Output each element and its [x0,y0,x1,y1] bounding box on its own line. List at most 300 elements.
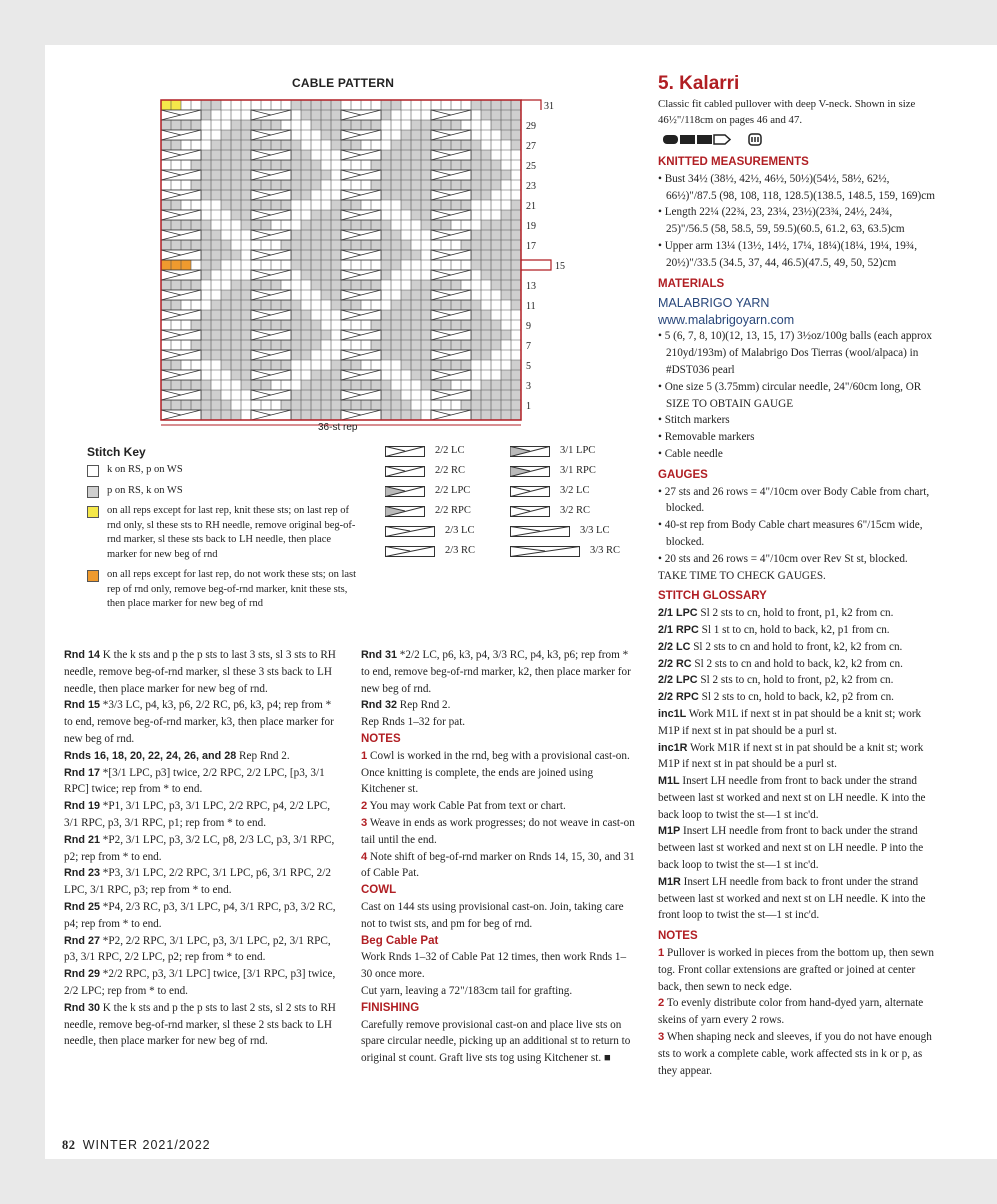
knit-cell [451,240,461,250]
knit-cell [391,220,401,230]
knit-cell [421,260,431,270]
finishing-heading: FINISHING [361,1001,420,1014]
row-number: 17 [526,241,536,252]
knit-cell [161,320,171,330]
knit-cell [461,260,471,270]
knit-cell [371,300,381,310]
knit-cell [491,290,501,300]
knit-cell [481,290,491,300]
knit-cell [221,210,231,220]
pattern-title: 5. Kalarri [658,73,740,94]
knit-cell [251,100,261,110]
cable-symbol-icon [510,526,570,537]
knit-cell [471,270,481,280]
knit-cell [291,110,301,120]
knit-cell [321,320,331,330]
knit-cell [331,190,341,200]
cable-symbol-icon [510,506,550,517]
glossary-entry: M1L Insert LH needle from front to back under the strand between last st worked and next st on LH needle. K into the back loop to twist the st—1 st inc'd. [658,775,926,821]
knit-cell [211,210,221,220]
round-instruction: Rnd 23 *P3, 3/1 LPC, 2/2 RPC, 3/1 LPC, p6, 3/1 RPC, 2/2 LPC, 3/1 RPC, p3; rep from * to end. [64,867,331,897]
knit-cell [461,100,471,110]
knit-cell [511,350,521,360]
bullet-item: • 40-st rep from Body Cable chart measures 6"/15cm wide, blocked. [658,517,936,551]
knit-cell [231,240,241,250]
knit-cell [511,180,521,190]
knit-cell [491,140,501,150]
knit-cell [301,290,311,300]
knit-cell [261,240,271,250]
knit-cell [481,300,491,310]
knit-cell [321,310,331,320]
measurements-heading: KNITTED MEASUREMENTS [658,156,809,168]
knit-cell [291,380,301,390]
knit-cell [501,350,511,360]
knit-cell [501,310,511,320]
cable-symbol-icon [510,546,580,557]
swatch-white [87,465,99,477]
glossary-entry: 2/1 LPC Sl 2 sts to cn, hold to front, p1, k2 from cn. [658,607,894,620]
knit-cell [461,220,471,230]
knit-cell [451,400,461,410]
knit-cell [371,260,381,270]
knit-cell [381,210,391,220]
glossary-entry: 2/2 LC Sl 2 sts to cn and hold to front, k2, k2 from cn. [658,640,903,653]
knit-cell [381,130,391,140]
knit-cell [221,100,231,110]
knit-cell [341,180,351,190]
knit-cell [361,340,371,350]
knit-cell [441,240,451,250]
knit-cell [201,370,211,380]
knit-cell [311,150,321,160]
right-notes-list [658,945,936,1079]
knit-cell [401,380,411,390]
knit-cell [191,300,201,310]
knit-cell [391,200,401,210]
knit-cell [291,270,301,280]
knit-cell [221,260,231,270]
note-item: 2 To evenly distribute color from hand-dyed yarn, alternate skeins of yarn every 2 rows. [658,997,924,1027]
cable-symbol-icon [385,546,435,557]
knit-cell [291,130,301,140]
knit-cell [231,390,241,400]
row-number: 27 [526,141,536,152]
knit-cell [241,250,251,260]
knit-cell [201,280,211,290]
knit-cell [191,260,201,270]
knit-cell [411,400,421,410]
right-notes-heading: NOTES [658,930,698,943]
knit-cell [401,390,411,400]
knit-cell [321,360,331,370]
knit-cell [401,220,411,230]
right-column [658,154,936,1079]
knit-cell [491,310,501,320]
beg-cable-text-2: Cut yarn, leaving a 72"/183cm tail for grafting. [361,984,573,997]
knit-cell [221,110,231,120]
knit-cell [341,160,351,170]
knit-cell [311,350,321,360]
knit-cell [281,220,291,230]
knit-cell [421,110,431,120]
knit-cell [271,220,281,230]
knit-cell [391,360,401,370]
knit-cell [351,160,361,170]
knit-cell [431,240,441,250]
row-number: 21 [526,201,536,212]
knit-cell [181,320,191,330]
knit-cell [501,180,511,190]
knit-cell [361,140,371,150]
knit-cell [181,140,191,150]
bullet-item: • Upper arm 13¼ (13½, 14½, 17¼, 18¼)(18¼, 19¼, 19¾, 20½)"/33.5 (34.5, 37, 44, 46.5)(47.5, 49, 50, 52)cm [658,238,936,272]
rnd-32: Rnd 32 Rep Rnd 2. [361,699,451,712]
round-instruction: Rnd 17 *[3/1 LPC, p3] twice, 2/2 RPC, 2/2 LPC, [p3, 3/1 RPC] twice; rep from * to end. [64,766,325,796]
knit-cell [201,140,211,150]
knit-cell [381,200,391,210]
knit-cell [471,380,481,390]
knit-cell [361,260,371,270]
knit-cell [441,400,451,410]
knit-cell [301,300,311,310]
knit-cell [201,200,211,210]
knit-cell [271,100,281,110]
round-instruction: Rnds 16, 18, 20, 22, 24, 26, and 28 Rep Rnd 2. [64,749,290,762]
knit-cell [201,210,211,220]
rnd-31: Rnd 31 *2/2 LC, p6, k3, p4, 3/3 RC, p4, k3, p6; rep from * to end, remove beg-of-rnd marker, k2, then place marker for new beg of rnd. [361,649,631,695]
knit-cell [291,290,301,300]
note-item: 2 You may work Cable Pat from text or chart. [361,800,566,813]
column-rounds-14-30 [64,647,340,1050]
knit-cell [241,240,251,250]
cable-symbol-icon [510,466,550,477]
knit-cell [281,380,291,390]
bullet-item: • Length 22¼ (22¾, 23, 23¼, 23½)(23¾, 24½, 24¾, 25)"/56.5 (58, 58.5, 59, 59.5)(60.5, 61.2, 63, 63.5)cm [658,204,936,238]
knit-cell [391,110,401,120]
glossary-entry: 2/2 RC Sl 2 sts to cn and hold to back, k2, k2 from cn. [658,657,903,670]
knit-cell [241,230,251,240]
knit-cell [461,280,471,290]
knit-cell [411,100,421,110]
glossary-entry: M1R Insert LH needle from back to front under the strand between last st worked and next st on LH needle. K into the front loop to twist the st—1 st inc'd. [658,875,926,922]
glossary-entry: inc1L Work M1L if next st in pat should be a knit st; work M1P if next st in pat should be a purl st. [658,707,922,737]
materials-heading: MATERIALS [658,277,725,290]
knit-cell [481,280,491,290]
knit-cell [431,400,441,410]
knit-cell [401,100,411,110]
knit-cell [321,160,331,170]
rep-rounds: Rep Rnds 1–32 for pat. [361,716,466,729]
knit-cell [421,100,431,110]
knit-cell [401,270,411,280]
knit-cell [411,220,421,230]
knit-cell [481,360,491,370]
knit-cell [501,200,511,210]
knit-cell [301,280,311,290]
knit-cell [431,100,441,110]
knit-cell [411,230,421,240]
knit-cell [301,140,311,150]
knit-cell [451,220,461,230]
knit-cell [491,300,501,310]
knit-cell [291,120,301,130]
knit-cell [471,120,481,130]
knit-cell [341,340,351,350]
knit-cell [491,350,501,360]
knit-cell [291,370,301,380]
row-number: 25 [526,161,536,172]
cable-symbol-icon [385,446,425,457]
knit-cell [511,160,521,170]
knit-cell [241,410,251,420]
bullet-item: • 5 (6, 7, 8, 10)(12, 13, 15, 17) 3½oz/100g balls (each approx 210yd/193m) of Malabrigo Dos Tierras (wool/alpaca) in #DST036 pearl [658,328,936,378]
knit-cell [501,340,511,350]
knit-cell [181,160,191,170]
cable-symbol-icon [385,506,425,517]
knit-cell [211,360,221,370]
knit-cell [291,280,301,290]
knit-cell [411,270,421,280]
beg-cable-heading: Beg Cable Pat [361,934,439,947]
knit-cell [311,310,321,320]
knit-cell [421,400,431,410]
knit-cell [201,360,211,370]
knit-cell [251,240,261,250]
column-notes-cowl [361,647,637,1067]
knit-cell [181,360,191,370]
knit-cell [221,380,231,390]
knit-cell [221,370,231,380]
knit-cell [491,130,501,140]
knit-cell [431,260,441,270]
yarn-brand: MALABRIGO YARN [658,296,770,311]
knit-cell [291,360,301,370]
note-item: 4 Note shift of beg-of-rnd marker on Rnds 14, 15, 30, and 31 of Cable Pat. [361,850,635,880]
rep-bracket [521,260,551,270]
knit-cell [231,230,241,240]
knit-cell [161,340,171,350]
knit-cell [511,150,521,160]
knit-cell [251,400,261,410]
knit-cell [351,320,361,330]
knit-cell [281,260,291,270]
knit-cell [181,200,191,210]
knit-cell [411,110,421,120]
issue-label: WINTER 2021/2022 [82,1138,211,1152]
knit-cell [481,370,491,380]
knit-cell [401,370,411,380]
knit-cell [441,260,451,270]
knit-cell [231,260,241,270]
knit-cell [221,220,231,230]
knit-cell [501,190,511,200]
knit-cell [241,400,251,410]
knit-cell [491,150,501,160]
knit-cell [491,210,501,220]
knit-cell [461,120,471,130]
knit-cell [371,140,381,150]
row-number: 1 [526,401,531,412]
knit-cell [191,200,201,210]
knit-cell [211,370,221,380]
knit-cell [481,140,491,150]
knit-cell [471,290,481,300]
knit-cell [451,380,461,390]
knit-cell [361,180,371,190]
knit-cell [511,320,521,330]
knit-cell [271,400,281,410]
knit-cell [171,340,181,350]
knit-cell [311,360,321,370]
cowl-text: Cast on 144 sts using provisional cast-on. Join, taking care not to twist sts, and pm for beg of rnd. [361,900,624,930]
knit-cell [301,210,311,220]
knit-cell [221,280,231,290]
knit-cell [371,100,381,110]
knit-cell [401,260,411,270]
knit-cell [461,380,471,390]
knit-cell [501,360,511,370]
cable-symbol-icon [385,486,425,497]
knit-cell [181,300,191,310]
knit-cell [441,100,451,110]
page-footer [62,1138,211,1153]
knit-cell [281,280,291,290]
glossary-entry: 2/1 RPC Sl 1 st to cn, hold to back, k2, p1 from cn. [658,623,890,636]
knit-cell [421,270,431,280]
note-item: 3 Weave in ends as work progresses; do not weave in cast-on tail until the end. [361,816,635,846]
knit-cell [511,190,521,200]
knit-cell [501,320,511,330]
marker-cell [171,260,181,270]
knit-cell [221,270,231,280]
glossary-entry: 2/2 LPC Sl 2 sts to cn, hold to front, p2, k2 from cn. [658,674,894,687]
knit-cell [391,290,401,300]
rep-bracket [521,100,541,110]
knit-cell [381,360,391,370]
yarn-url[interactable]: www.malabrigoyarn.com [658,312,795,327]
skill-level-icon [663,133,773,147]
knit-cell [171,180,181,190]
glossary-entry: 2/2 RPC Sl 2 sts to cn, hold to back, k2, p2 from cn. [658,691,894,704]
knit-cell [471,200,481,210]
knit-cell [281,120,291,130]
row-number: 29 [526,121,536,132]
knit-cell [381,140,391,150]
knit-cell [331,160,341,170]
note-item: 1 Pullover is worked in pieces from the bottom up, then sewn tog. Front collar extensions are grafted or joined at center back, then sewn to neck edge. [658,947,934,993]
knit-cell [451,100,461,110]
knit-cell [491,190,501,200]
knit-cell [351,260,361,270]
knit-cell [391,210,401,220]
marker-cell [181,260,191,270]
cable-symbol-icon [510,446,550,457]
knit-cell [501,160,511,170]
knit-cell [311,300,321,310]
knit-cell [241,260,251,270]
knit-cell [171,320,181,330]
glossary-heading: STITCH GLOSSARY [658,590,767,603]
knit-cell [331,320,341,330]
knit-cell [281,100,291,110]
knit-cell [451,260,461,270]
knit-cell [321,350,331,360]
yellow-cell [161,100,171,110]
knit-cell [361,100,371,110]
swatch-orange [87,570,99,582]
knit-cell [421,240,431,250]
knit-cell [331,350,341,360]
knit-cell [231,220,241,230]
knit-cell [411,260,421,270]
knit-cell [401,120,411,130]
knit-cell [471,220,481,230]
knit-cell [381,370,391,380]
cable-symbol-icon [385,526,435,537]
knit-cell [181,100,191,110]
knit-cell [411,380,421,390]
knit-cell [231,380,241,390]
knit-cell [391,280,401,290]
knit-cell [191,100,201,110]
knit-cell [361,320,371,330]
cable-chart [159,98,569,428]
knit-cell [501,150,511,160]
materials-list [658,328,936,462]
knit-cell [471,130,481,140]
knit-cell [371,200,381,210]
yellow-cell [171,100,181,110]
knit-cell [321,180,331,190]
knit-cell [241,110,251,120]
knit-cell [211,120,221,130]
knit-cell [391,380,401,390]
knit-cell [401,110,411,120]
knit-cell [511,330,521,340]
knit-cell [231,270,241,280]
knit-cell [321,340,331,350]
glossary-list [658,605,936,924]
bullet-item: • 27 sts and 26 rows = 4"/10cm over Body Cable from chart, blocked. [658,484,936,518]
cable-symbol-icon [385,466,425,477]
knit-cell [341,320,351,330]
knit-cell [381,300,391,310]
knit-cell [301,370,311,380]
note-item: 3 When shaping neck and sleeves, if you do not have enough sts to work a complete cable, work affected sts in k or p, as they appear. [658,1031,932,1077]
page-number: 82 [62,1138,76,1152]
knit-cell [321,300,331,310]
knit-cell [261,100,271,110]
knit-cell [411,240,421,250]
knit-cell [401,210,411,220]
round-instruction: Rnd 19 *P1, 3/1 LPC, p3, 3/1 LPC, 2/2 RPC, p4, 2/2 LPC, 3/1 RPC, p3, 3/1 RPC, p1; rep from * to end. [64,800,331,829]
marker-cell [161,260,171,270]
knit-cell [231,400,241,410]
knit-cell [211,220,221,230]
knit-cell [211,280,221,290]
knit-cell [241,270,251,280]
knit-cell [171,160,181,170]
bullet-item: • One size 5 (3.75mm) circular needle, 24"/60cm long, OR SIZE TO OBTAIN GAUGE [658,379,936,413]
finishing-text: Carefully remove provisional cast-on and place live sts on spare circular needle, picking up an additional st to return to original st count. Graft live sts tog using Kitchener st. ■ [361,1018,631,1065]
knit-cell [311,290,321,300]
bullet-item: • Bust 34½ (38½, 42½, 46½, 50½)(54½, 58½, 62½, 66½)"/87.5 (98, 108, 118, 128.5)(138.5, 148.5, 159, 169)cm [658,171,936,205]
knit-cell [241,390,251,400]
round-instruction: Rnd 29 *2/2 RPC, p3, 3/1 LPC] twice, [3/1 RPC, p3] twice, 2/2 LPC; rep from * to end. [64,968,336,997]
knit-cell [201,300,211,310]
knit-cell [421,390,431,400]
